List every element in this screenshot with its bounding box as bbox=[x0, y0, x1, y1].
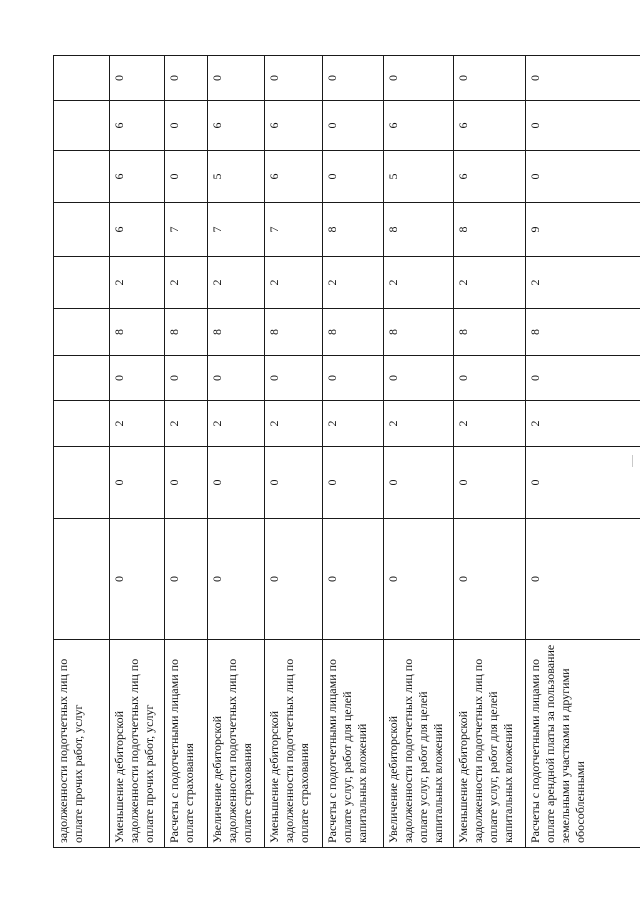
cell-value: 2 bbox=[110, 257, 165, 309]
cell-value: 0 bbox=[165, 519, 208, 640]
cell-value bbox=[54, 401, 110, 447]
cell-value: 0 bbox=[323, 356, 384, 401]
cell-value: 7 bbox=[208, 203, 265, 257]
row-label: Расчеты с подотчетными лицами по оплате арендной платы за пользование земельными участками и другими обособленными bbox=[526, 640, 640, 848]
cell-value: 8 bbox=[454, 309, 526, 356]
cell-value: 0 bbox=[165, 151, 208, 203]
cell-value: 0 bbox=[454, 56, 526, 101]
cell-value: 8 bbox=[454, 203, 526, 257]
cell-value: 2 bbox=[526, 257, 640, 309]
cell-value: 0 bbox=[110, 519, 165, 640]
cell-value: 0 bbox=[323, 519, 384, 640]
row-label: Увеличение дебиторской задолженности подотчетных лиц по оплате услуг, работ для целей капитальных вложений bbox=[384, 640, 454, 848]
cell-value: 7 bbox=[165, 203, 208, 257]
row-label: задолженности подотчетных лиц по оплате прочих работ, услуг bbox=[54, 640, 110, 848]
cell-value: 8 bbox=[265, 309, 323, 356]
row-label: Уменьшение дебиторской задолженности подотчетных лиц по оплате страхования bbox=[265, 640, 323, 848]
cell-value: 2 bbox=[165, 401, 208, 447]
cell-value: 2 bbox=[208, 401, 265, 447]
cell-value: 2 bbox=[384, 257, 454, 309]
cell-value: 2 bbox=[526, 401, 640, 447]
cell-value: 0 bbox=[208, 56, 265, 101]
cell-value: 0 bbox=[265, 447, 323, 519]
cell-value: 0 bbox=[323, 101, 384, 151]
cell-value: 0 bbox=[526, 101, 640, 151]
row-label: Расчеты с подотчетными лицами по оплате услуг, работ для целей капитальных вложений bbox=[323, 640, 384, 848]
cell-value: 0 bbox=[323, 447, 384, 519]
cell-value: 0 bbox=[208, 519, 265, 640]
cell-value: 0 bbox=[265, 519, 323, 640]
cell-value: 0 bbox=[208, 447, 265, 519]
table-row bbox=[208, 56, 265, 848]
cell-value: 2 bbox=[323, 257, 384, 309]
cell-value bbox=[54, 309, 110, 356]
cell-value: 0 bbox=[110, 56, 165, 101]
cell-value: 0 bbox=[454, 447, 526, 519]
cell-value: 0 bbox=[526, 356, 640, 401]
cell-value: 0 bbox=[110, 356, 165, 401]
row-label: Увеличение дебиторской задолженности подотчетных лиц по оплате страхования bbox=[208, 640, 265, 848]
cell-value: 0 bbox=[165, 447, 208, 519]
cell-value: 8 bbox=[384, 309, 454, 356]
cell-value: 2 bbox=[265, 257, 323, 309]
scan-speck bbox=[632, 455, 633, 467]
cell-value: 6 bbox=[454, 101, 526, 151]
table-row bbox=[265, 56, 323, 848]
cell-value: 6 bbox=[454, 151, 526, 203]
cell-value: 2 bbox=[454, 401, 526, 447]
cell-value: 2 bbox=[165, 257, 208, 309]
accounts-table bbox=[53, 55, 640, 848]
cell-value: 8 bbox=[526, 309, 640, 356]
cell-value: 0 bbox=[265, 356, 323, 401]
cell-value: 6 bbox=[110, 101, 165, 151]
table-row bbox=[54, 56, 110, 848]
table-row bbox=[165, 56, 208, 848]
cell-value bbox=[54, 203, 110, 257]
cell-value: 0 bbox=[110, 447, 165, 519]
cell-value bbox=[54, 356, 110, 401]
table-row bbox=[454, 56, 526, 848]
cell-value: 6 bbox=[265, 101, 323, 151]
cell-value: 2 bbox=[323, 401, 384, 447]
cell-value: 6 bbox=[384, 101, 454, 151]
cell-value: 8 bbox=[208, 309, 265, 356]
cell-value: 2 bbox=[265, 401, 323, 447]
cell-value: 0 bbox=[384, 519, 454, 640]
cell-value: 8 bbox=[384, 203, 454, 257]
cell-value: 0 bbox=[384, 56, 454, 101]
cell-value: 2 bbox=[208, 257, 265, 309]
cell-value: 0 bbox=[384, 356, 454, 401]
cell-value bbox=[54, 151, 110, 203]
cell-value: 8 bbox=[323, 309, 384, 356]
cell-value: 5 bbox=[208, 151, 265, 203]
table-row bbox=[384, 56, 454, 848]
cell-value: 9 bbox=[526, 203, 640, 257]
cell-value bbox=[54, 447, 110, 519]
table-row bbox=[110, 56, 165, 848]
cell-value: 6 bbox=[208, 101, 265, 151]
cell-value: 0 bbox=[323, 151, 384, 203]
cell-value: 6 bbox=[110, 151, 165, 203]
table-row bbox=[526, 56, 640, 848]
cell-value: 0 bbox=[165, 56, 208, 101]
cell-value: 2 bbox=[110, 401, 165, 447]
cell-value: 0 bbox=[208, 356, 265, 401]
rotated-page bbox=[53, 56, 640, 848]
cell-value: 0 bbox=[526, 151, 640, 203]
cell-value: 0 bbox=[384, 447, 454, 519]
cell-value bbox=[54, 257, 110, 309]
cell-value bbox=[54, 519, 110, 640]
cell-value: 0 bbox=[165, 356, 208, 401]
cell-value: 0 bbox=[454, 519, 526, 640]
row-label: Уменьшение дебиторской задолженности подотчетных лиц по оплате прочих работ, услуг bbox=[110, 640, 165, 848]
cell-value: 0 bbox=[323, 56, 384, 101]
cell-value: 8 bbox=[323, 203, 384, 257]
cell-value: 2 bbox=[384, 401, 454, 447]
cell-value: 6 bbox=[110, 203, 165, 257]
cell-value: 0 bbox=[165, 101, 208, 151]
cell-value: 5 bbox=[384, 151, 454, 203]
cell-value: 0 bbox=[526, 519, 640, 640]
row-label: Уменьшение дебиторской задолженности подотчетных лиц по оплате услуг, работ для целей капитальных вложений bbox=[454, 640, 526, 848]
cell-value: 0 bbox=[454, 356, 526, 401]
table-row bbox=[323, 56, 384, 848]
cell-value bbox=[54, 101, 110, 151]
cell-value: 0 bbox=[265, 56, 323, 101]
cell-value: 8 bbox=[110, 309, 165, 356]
row-label: Расчеты с подотчетными лицами по оплате страхования bbox=[165, 640, 208, 848]
cell-value: 8 bbox=[165, 309, 208, 356]
cell-value: 2 bbox=[454, 257, 526, 309]
cell-value: 0 bbox=[526, 447, 640, 519]
cell-value: 6 bbox=[265, 151, 323, 203]
cell-value bbox=[54, 56, 110, 101]
cell-value: 0 bbox=[526, 56, 640, 101]
cell-value: 7 bbox=[265, 203, 323, 257]
